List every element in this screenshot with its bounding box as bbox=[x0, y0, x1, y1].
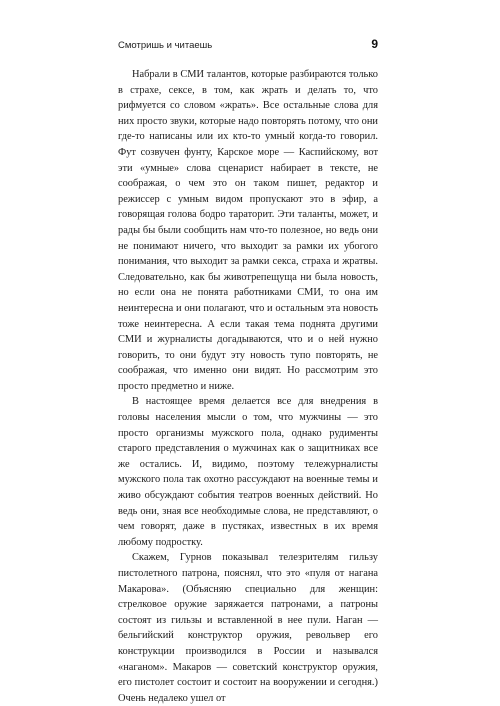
paragraph-2: В настоящее время делается все для внедрения в головы населения мысли о том, что мужчины — это просто организмы мужского пола, однако рудименты старого представления о мужчинах как о защитниках все же остались. И, видимо, поэтому тележурналисты мужского пола так охотно рассуждают на военные темы и живо обсуждают события театров военных действий. Но ведь они, зная все необходимые слова, не представляют, о чем говорят, даже в пустяках, известных в их время любому подростку. bbox=[118, 396, 378, 548]
paragraph-1: Набрали в СМИ талантов, которые разбираются только в страхе, сексе, в том, как жрать и делать то, что рифмуется со словом «жрать». Все остальные слова для них просто звуки, которые надо повторять потому, что они где-то написаны или их кто-то умный когда-то говорил. Фут созвучен фунту, Карское море — Каспийскому, вот эти «умные» слова сценарист набирает в тексте, не соображая, о чем это он таком пишет, редактор и режиссер с умным видом пропускают это в эфир, а говорящая голова бодро тараторит. Эти таланты, может, и рады бы были сообщить нам что-то полезное, но ведь они не понимают ничего, что выходит за рамки их убогого понимания, что выходит за рамки секса, страха и жратвы. Следовательно, как бы животрепещуща ни была новость, но если она не понята работниками СМИ, то она им неинтересна и они полагают, что и остальным эта новость тоже неинтересна. А если такая тема поднята другими СМИ и журналисты догадываются, что и о ней нужно говорить, то они будут эту новость тупо повторять, не соображая, что именно они видят. Но рассмотрим это просто предметно и ниже. bbox=[118, 69, 378, 392]
body-text bbox=[118, 67, 378, 706]
running-head bbox=[118, 37, 378, 53]
paragraph-3: Скажем, Гурнов показывал телезрителям гильзу пистолетного патрона, пояснял, что это «пуля от нагана Макарова». (Объясняю специально для женщин: стрелковое оружие заряжается патронами, а патроны состоят из гильзы и вставленной в нее пули. Наган — бельгийский конструктор оружия, револьвер его конструкции производился в России и назывался «наганом». Макаров — советский конструктор оружия, его пистолет состоит и состоит на вооружении и сегодня.) Очень недалеко ушел от bbox=[118, 552, 378, 704]
running-title: Смотришь и читаешь bbox=[118, 40, 213, 51]
page-number: 9 bbox=[371, 37, 378, 51]
